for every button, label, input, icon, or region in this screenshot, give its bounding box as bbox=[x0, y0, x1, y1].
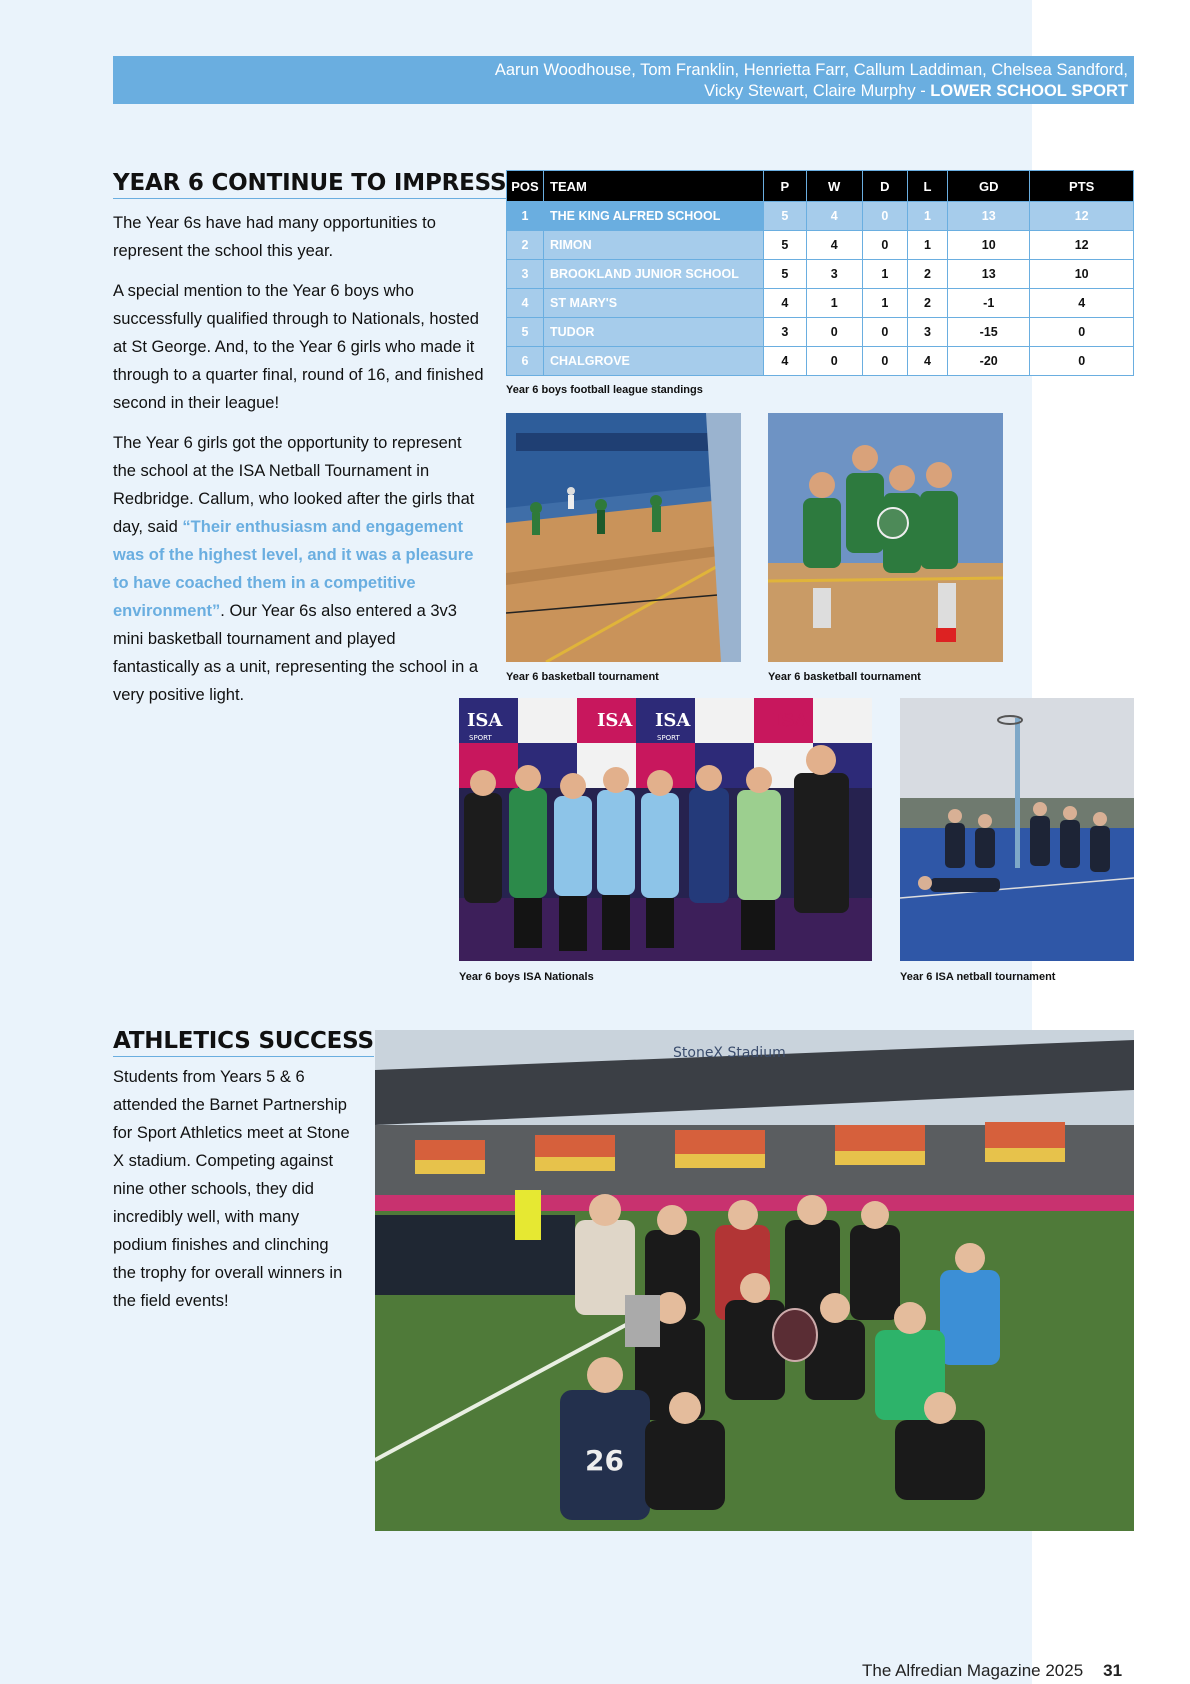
cell-l: 4 bbox=[907, 347, 947, 376]
cell-gd: 13 bbox=[948, 202, 1030, 231]
league-row bbox=[507, 260, 1134, 289]
callum-quote: “Their enthusiasm and engagement was of the highest level, and it was a pleasure to have coached them in a competitive environment” bbox=[113, 518, 474, 620]
isa-banner-logo-4: ISA bbox=[773, 710, 809, 731]
cell-gd: -20 bbox=[948, 347, 1030, 376]
cell-pos: 4 bbox=[507, 289, 544, 318]
header-l: L bbox=[907, 171, 947, 202]
athletics-body bbox=[113, 1063, 353, 1327]
cell-pos: 6 bbox=[507, 347, 544, 376]
cell-d: 1 bbox=[862, 260, 907, 289]
cell-pts: 0 bbox=[1030, 347, 1134, 376]
cell-p: 4 bbox=[764, 289, 807, 318]
cell-l: 2 bbox=[907, 260, 947, 289]
year6-paragraph-2: A special mention to the Year 6 boys who successfully qualified through to Nationals, hosted at St George. And, to the Year 6 girls who made it through to a quarter final, round of 16, and finished second in their league! bbox=[113, 282, 484, 412]
cell-pos: 3 bbox=[507, 260, 544, 289]
header-pts: PTS bbox=[1030, 171, 1134, 202]
authors-line-1: Aarun Woodhouse, Tom Franklin, Henrietta Farr, Callum Laddiman, Chelsea Sandford, bbox=[494, 61, 1128, 79]
cell-team: RIMON bbox=[544, 231, 764, 260]
isa-banner-logo-2: ISA bbox=[597, 710, 633, 731]
cell-w: 0 bbox=[806, 347, 862, 376]
header-team: TEAM bbox=[544, 171, 764, 202]
league-row bbox=[507, 202, 1134, 231]
year6-heading: YEAR 6 CONTINUE TO IMPRESS bbox=[113, 170, 506, 199]
cell-p: 4 bbox=[764, 347, 807, 376]
cell-pts: 12 bbox=[1030, 231, 1134, 260]
header-p: P bbox=[764, 171, 807, 202]
league-caption: Year 6 boys football league standings bbox=[506, 384, 703, 396]
basketball-court-caption: Year 6 basketball tournament bbox=[506, 671, 659, 683]
netball-caption: Year 6 ISA netball tournament bbox=[900, 971, 1056, 983]
cell-d: 0 bbox=[862, 231, 907, 260]
cell-pos: 1 bbox=[507, 202, 544, 231]
cell-team: ST MARY'S bbox=[544, 289, 764, 318]
cell-w: 1 bbox=[806, 289, 862, 318]
magazine-title: The Alfredian Magazine 2025 bbox=[862, 1661, 1084, 1680]
stadium-sign-text: StoneX Stadium bbox=[673, 1045, 786, 1061]
section-title: LOWER SCHOOL SPORT bbox=[930, 82, 1128, 100]
basketball-group-caption: Year 6 basketball tournament bbox=[768, 671, 921, 683]
cell-l: 2 bbox=[907, 289, 947, 318]
league-row bbox=[507, 289, 1134, 318]
cell-w: 4 bbox=[806, 202, 862, 231]
athletics-paragraph: Students from Years 5 & 6 attended the Barnet Partnership for Sport Athletics meet at Stone X stadium. Competing against nine other schools, they did incredibly well, with many podium finishes and clinching the trophy for overall winners in the field events! bbox=[113, 1068, 350, 1310]
header-gd: GD bbox=[948, 171, 1030, 202]
athletics-heading: ATHLETICS SUCCESS bbox=[113, 1028, 374, 1057]
header-w: W bbox=[806, 171, 862, 202]
authors-line-2-text: Vicky Stewart, Claire Murphy - bbox=[704, 82, 931, 100]
year6-paragraph-3-end: . Our Year 6s also entered a 3v3 mini basketball tournament and played fantastically as a unit, representing the school in a very positive light. bbox=[113, 602, 479, 704]
footer bbox=[862, 1661, 1122, 1681]
year6-paragraph-3 bbox=[113, 429, 485, 709]
cell-gd: -1 bbox=[948, 289, 1030, 318]
isa-nationals-photo bbox=[459, 698, 872, 961]
cell-gd: -15 bbox=[948, 318, 1030, 347]
league-table bbox=[506, 170, 1134, 376]
isa-banner-sub-2: SPORT bbox=[657, 734, 680, 742]
cell-team: CHALGROVE bbox=[544, 347, 764, 376]
cell-pts: 0 bbox=[1030, 318, 1134, 347]
page-number: 31 bbox=[1103, 1661, 1123, 1680]
cell-p: 3 bbox=[764, 318, 807, 347]
year6-paragraph-3-start: The Year 6 girls got the opportunity to represent the school at the ISA Netball Tournament in Redbridge. Callum, who looked after the girls that day, said bbox=[113, 434, 475, 536]
header-pos: POS bbox=[507, 171, 544, 202]
basketball-group-photo bbox=[768, 413, 1003, 662]
year6-paragraph-1: The Year 6s have had many opportunities to represent the school this year. bbox=[113, 214, 436, 260]
isa-banner-logo-1: ISA bbox=[467, 710, 503, 731]
cell-team: THE KING ALFRED SCHOOL bbox=[544, 202, 764, 231]
cell-gd: 10 bbox=[948, 231, 1030, 260]
cell-w: 0 bbox=[806, 318, 862, 347]
year6-body bbox=[113, 209, 485, 721]
cell-d: 0 bbox=[862, 347, 907, 376]
cell-team: TUDOR bbox=[544, 318, 764, 347]
cell-pts: 12 bbox=[1030, 202, 1134, 231]
cell-p: 5 bbox=[764, 231, 807, 260]
isa-banner-logo-3: ISA bbox=[655, 710, 691, 731]
stadium-photo bbox=[375, 1030, 1134, 1531]
cell-l: 1 bbox=[907, 231, 947, 260]
isa-banner-sub-1: SPORT bbox=[469, 734, 492, 742]
cell-d: 0 bbox=[862, 318, 907, 347]
cell-l: 3 bbox=[907, 318, 947, 347]
isa-nationals-caption: Year 6 boys ISA Nationals bbox=[459, 971, 594, 983]
league-header-row bbox=[507, 171, 1134, 202]
header-bar bbox=[113, 56, 1134, 104]
cell-d: 1 bbox=[862, 289, 907, 318]
cell-pos: 2 bbox=[507, 231, 544, 260]
svg-text:26: 26 bbox=[585, 1444, 624, 1477]
league-row bbox=[507, 347, 1134, 376]
cell-pos: 5 bbox=[507, 318, 544, 347]
league-row bbox=[507, 231, 1134, 260]
cell-d: 0 bbox=[862, 202, 907, 231]
league-row bbox=[507, 318, 1134, 347]
cell-w: 3 bbox=[806, 260, 862, 289]
cell-w: 4 bbox=[806, 231, 862, 260]
header-d: D bbox=[862, 171, 907, 202]
cell-gd: 13 bbox=[948, 260, 1030, 289]
cell-pts: 4 bbox=[1030, 289, 1134, 318]
netball-photo bbox=[900, 698, 1134, 961]
cell-pts: 10 bbox=[1030, 260, 1134, 289]
cell-p: 5 bbox=[764, 202, 807, 231]
cell-l: 1 bbox=[907, 202, 947, 231]
cell-p: 5 bbox=[764, 260, 807, 289]
cell-team: BROOKLAND JUNIOR SCHOOL bbox=[544, 260, 764, 289]
authors-line-2 bbox=[113, 81, 1128, 102]
basketball-court-photo bbox=[506, 413, 741, 662]
